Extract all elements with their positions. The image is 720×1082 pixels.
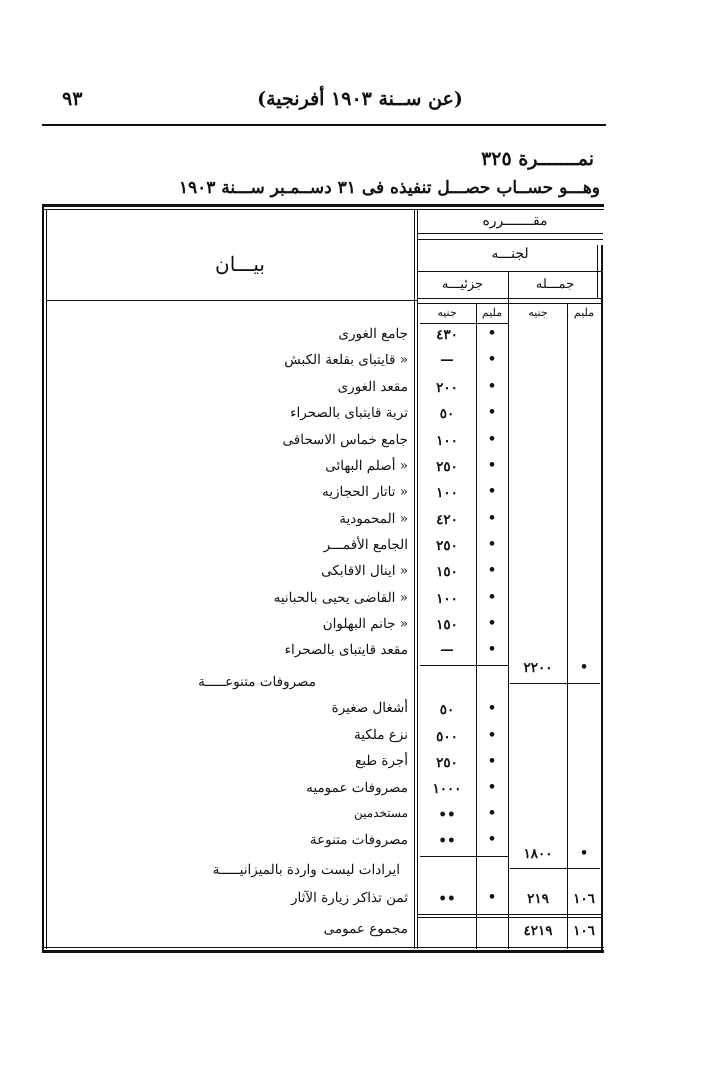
row-label: تربة قايتباى بالصحراء: [290, 405, 408, 421]
row-label: أشغال صغيرة: [331, 700, 408, 716]
table-right-border: [601, 245, 603, 953]
row-millieme: •: [487, 563, 497, 578]
row-millieme: •: [487, 780, 497, 795]
row-partial: —: [440, 352, 454, 368]
header-line-group: [417, 271, 603, 272]
row-partial: ١٥٠: [436, 617, 458, 633]
row-partial: ••: [438, 807, 456, 823]
row-label: جامع خماس الاسحاقى: [282, 432, 408, 448]
revenue-total: ٢١٩: [527, 891, 549, 907]
row-label: مقعد قايتباى بالصحراء: [284, 642, 408, 658]
row-millieme: •: [487, 537, 497, 552]
table-bottom-rule: [42, 947, 604, 948]
header-allotted: مقـــــــرره: [482, 213, 548, 229]
col-divider-description: [414, 209, 415, 949]
header-line-description: [46, 300, 417, 301]
revenue-label: ثمن تذاكر زيارة الآثار: [290, 890, 408, 906]
row-label: الجامع الأقمـــر: [323, 537, 408, 553]
row-label: « قايتباى بقلعة الكبش: [284, 352, 408, 368]
row-millieme: •: [487, 754, 497, 769]
row-millieme: •: [487, 484, 497, 499]
subtotal2-total: ١٨٠٠: [523, 846, 553, 862]
table-bottom-rule-outer: [42, 950, 604, 953]
header-line-units: [417, 303, 603, 304]
row-partial: ٤٢٠: [436, 512, 458, 528]
statement-subtitle: وهـــو حســاب حصـــل تنفيذه فى ٣١ دســمـبر ســـنة ١٩٠٣: [178, 178, 600, 198]
row-partial: ٥٠: [439, 406, 455, 422]
row-millieme: •: [487, 432, 497, 447]
row-millieme: •: [487, 379, 497, 394]
revenue-heading: ايرادات ليست واردة بالميزانيـــــة: [212, 862, 400, 878]
subtotal2-total-rule: [510, 868, 600, 869]
subtotal1-rule: [420, 665, 508, 666]
col-divider-partial-total: [508, 272, 509, 949]
subtotal1-total-rule: [510, 683, 600, 684]
row-label: نزع ملكية: [353, 727, 408, 743]
row-partial: ٢٥٠: [436, 538, 458, 554]
row-millieme: •: [487, 832, 497, 847]
row-millieme: •: [487, 511, 497, 526]
subtotal1-total: ٢٢٠٠: [523, 660, 553, 676]
row-partial: ١٥٠: [436, 564, 458, 580]
grand-total-value: ٤٢١٩: [523, 923, 553, 939]
header-partial: جزئيـــه: [441, 277, 484, 292]
row-label: مستخدمين: [354, 806, 408, 820]
row-partial: ١٠٠: [436, 433, 458, 449]
units-underline: [420, 323, 508, 324]
header-rule: [42, 124, 606, 126]
row-millieme: •: [487, 405, 497, 420]
page-number: ٩٣: [62, 88, 83, 110]
subtotal1-millieme: •: [579, 660, 589, 675]
row-label: « المحمودية: [339, 511, 408, 527]
row-label: « تاتار الحجازيه: [321, 484, 408, 500]
row-partial: ٥٠: [439, 702, 455, 718]
row-label: جامع الغورى: [338, 326, 408, 342]
header-line-pounds: [417, 239, 603, 240]
row-label: « أصلم البهائى: [325, 458, 408, 474]
header-total: جمـــله: [535, 277, 575, 292]
grand-total-millieme: ١٠٦: [573, 923, 595, 939]
statement-number: نمـــــــرة ٣٢٥: [481, 148, 594, 170]
row-label: « اينال الاقابكى: [321, 563, 408, 579]
row-label: مصروفات متنوعة: [309, 832, 408, 848]
row-millieme: •: [487, 352, 497, 367]
unit-partial-millieme: مليم: [481, 306, 503, 319]
table-top-rule: [42, 204, 604, 207]
row-millieme: •: [487, 590, 497, 605]
header-description: بيـــان: [215, 252, 265, 276]
revenue-total-millieme: ١٠٦: [573, 891, 595, 907]
row-millieme: •: [487, 728, 497, 743]
row-partial: ١٠٠: [436, 591, 458, 607]
revenue-partial: ••: [438, 891, 456, 907]
unit-total-pound: جنيه: [528, 306, 548, 319]
grand-total-label: مجموع عمومى: [323, 921, 408, 937]
row-millieme: •: [487, 326, 497, 341]
row-partial: ١٠٠: [436, 485, 458, 501]
row-partial: ٢٠٠: [436, 380, 458, 396]
grand-total-rule-top-2: [417, 917, 603, 918]
header-line-allotted: [417, 233, 603, 234]
row-label: مقعد الغورى: [337, 379, 408, 395]
table-top-rule-inner: [42, 209, 604, 210]
row-partial: ٥٠٠: [436, 729, 458, 745]
row-millieme: •: [487, 642, 497, 657]
running-title: (عن ســنة ١٩٠٣ أفرنجية): [257, 88, 463, 110]
subtotal2-rule: [420, 856, 508, 857]
table-left-border: [42, 204, 44, 953]
row-label: مصروفات عموميه: [306, 780, 408, 796]
row-partial: ١٠٠٠: [432, 781, 462, 797]
col-divider-description-2: [417, 209, 418, 949]
row-millieme: •: [487, 458, 497, 473]
row-partial: ٢٥٠: [436, 459, 458, 475]
subtotal1-label: مصروفات متنوعـــــة: [198, 674, 316, 690]
table-left-border-inner: [46, 209, 47, 949]
row-partial: ٢٥٠: [436, 755, 458, 771]
grand-total-rule-top: [417, 914, 603, 915]
row-partial: —: [440, 642, 454, 658]
row-millieme: •: [487, 806, 497, 821]
row-millieme: •: [487, 616, 497, 631]
row-millieme: •: [487, 701, 497, 716]
row-partial: ٤٣٠: [436, 327, 458, 343]
header-lajna: لجنـــه: [491, 246, 529, 262]
row-label: « القاضى يحيى بالحبانيه: [273, 590, 408, 606]
revenue-millieme: •: [487, 890, 497, 905]
subtotal2-millieme: •: [579, 846, 589, 861]
row-label: « جانم البهلوان: [322, 616, 408, 632]
header-line-sub: [417, 298, 603, 299]
unit-partial-pound: جنيه: [437, 306, 457, 319]
unit-total-millieme: مليم: [573, 306, 595, 319]
row-partial: ••: [438, 833, 456, 849]
row-label: أجرة طبع: [355, 753, 408, 769]
